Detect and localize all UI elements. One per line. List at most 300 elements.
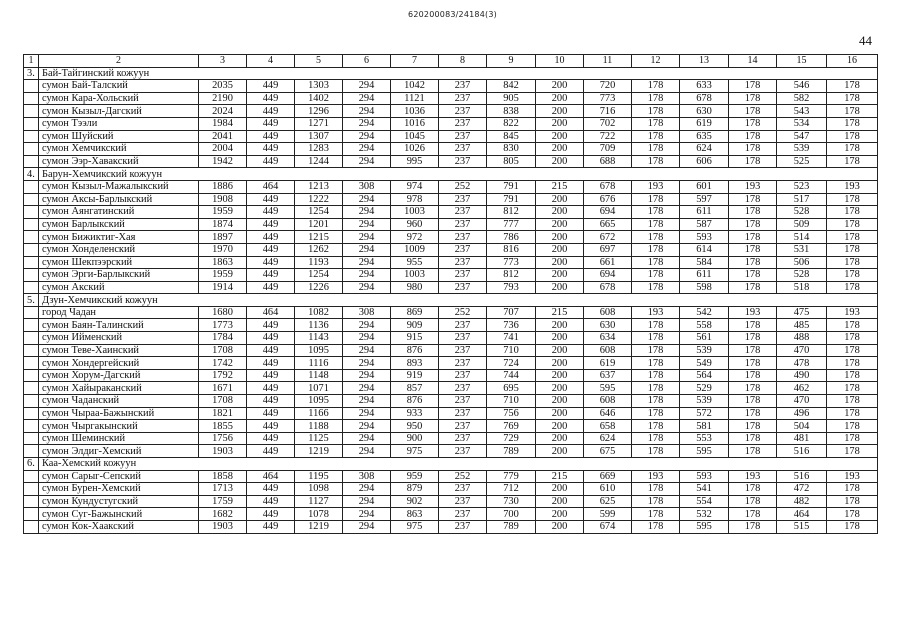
value-cell: 598	[680, 281, 729, 294]
value-cell: 178	[729, 231, 777, 244]
value-cell: 1219	[295, 445, 343, 458]
value-cell: 193	[729, 306, 777, 319]
value-cell: 178	[632, 520, 680, 533]
value-cell: 449	[247, 483, 295, 496]
section-number: 3.	[24, 67, 39, 80]
value-cell: 1914	[199, 281, 247, 294]
value-cell: 2041	[199, 130, 247, 143]
row-name: сумон Хонделенский	[39, 243, 199, 256]
value-cell: 178	[729, 105, 777, 118]
value-cell: 584	[680, 256, 729, 269]
value-cell: 1874	[199, 218, 247, 231]
table-row	[24, 105, 878, 118]
value-cell: 595	[584, 382, 632, 395]
value-cell: 1756	[199, 432, 247, 445]
value-cell: 237	[439, 269, 487, 282]
row-number-cell	[24, 357, 39, 370]
value-cell: 700	[487, 508, 536, 521]
value-cell: 178	[729, 495, 777, 508]
value-cell: 237	[439, 117, 487, 130]
value-cell: 619	[584, 357, 632, 370]
value-cell: 178	[632, 420, 680, 433]
value-cell: 630	[584, 319, 632, 332]
value-cell: 531	[777, 243, 827, 256]
data-table	[23, 54, 878, 534]
value-cell: 2004	[199, 143, 247, 156]
table-row	[24, 432, 878, 445]
value-cell: 710	[487, 395, 536, 408]
row-number-cell	[24, 332, 39, 345]
value-cell: 779	[487, 470, 536, 483]
value-cell: 1959	[199, 206, 247, 219]
row-number-cell	[24, 395, 39, 408]
table-row	[24, 357, 878, 370]
section-fill	[247, 168, 878, 181]
value-cell: 582	[777, 92, 827, 105]
table-row	[24, 344, 878, 357]
row-number-cell	[24, 508, 39, 521]
value-cell: 1742	[199, 357, 247, 370]
value-cell: 178	[827, 445, 878, 458]
value-cell: 1296	[295, 105, 343, 118]
row-name: сумон Бай-Талский	[39, 80, 199, 93]
value-cell: 1036	[391, 105, 439, 118]
value-cell: 606	[680, 155, 729, 168]
value-cell: 517	[777, 193, 827, 206]
value-cell: 504	[777, 420, 827, 433]
value-cell: 610	[584, 483, 632, 496]
value-cell: 308	[343, 180, 391, 193]
value-cell: 178	[729, 407, 777, 420]
table-row	[24, 470, 878, 483]
table-row	[24, 206, 878, 219]
table-row	[24, 395, 878, 408]
column-header: 13	[680, 55, 729, 68]
value-cell: 178	[827, 407, 878, 420]
value-cell: 200	[536, 92, 584, 105]
table-row	[24, 180, 878, 193]
value-cell: 200	[536, 105, 584, 118]
table-row	[24, 319, 878, 332]
value-cell: 593	[680, 470, 729, 483]
value-cell: 178	[632, 231, 680, 244]
value-cell: 294	[343, 332, 391, 345]
value-cell: 178	[827, 143, 878, 156]
value-cell: 237	[439, 520, 487, 533]
section-fill	[247, 67, 878, 80]
value-cell: 178	[827, 382, 878, 395]
column-header: 9	[487, 55, 536, 68]
value-cell: 200	[536, 445, 584, 458]
column-header: 11	[584, 55, 632, 68]
value-cell: 2024	[199, 105, 247, 118]
value-cell: 294	[343, 344, 391, 357]
value-cell: 464	[777, 508, 827, 521]
row-name: сумон Аянгатинский	[39, 206, 199, 219]
value-cell: 193	[729, 180, 777, 193]
value-cell: 237	[439, 256, 487, 269]
value-cell: 308	[343, 470, 391, 483]
value-cell: 995	[391, 155, 439, 168]
value-cell: 294	[343, 445, 391, 458]
section-number: 6.	[24, 458, 39, 471]
value-cell: 178	[729, 155, 777, 168]
table-row	[24, 143, 878, 156]
value-cell: 1244	[295, 155, 343, 168]
value-cell: 449	[247, 432, 295, 445]
row-number-cell	[24, 483, 39, 496]
value-cell: 178	[632, 281, 680, 294]
value-cell: 294	[343, 269, 391, 282]
value-cell: 595	[680, 445, 729, 458]
value-cell: 449	[247, 130, 295, 143]
value-cell: 237	[439, 344, 487, 357]
value-cell: 543	[777, 105, 827, 118]
row-name: сумон Шеминский	[39, 432, 199, 445]
value-cell: 773	[584, 92, 632, 105]
value-cell: 178	[632, 319, 680, 332]
table-row	[24, 520, 878, 533]
value-cell: 528	[777, 269, 827, 282]
row-name: сумон Баян-Талинский	[39, 319, 199, 332]
table-row	[24, 256, 878, 269]
value-cell: 464	[247, 180, 295, 193]
value-cell: 805	[487, 155, 536, 168]
value-cell: 773	[487, 256, 536, 269]
value-cell: 449	[247, 445, 295, 458]
value-cell: 178	[729, 80, 777, 93]
value-cell: 237	[439, 445, 487, 458]
value-cell: 237	[439, 105, 487, 118]
value-cell: 816	[487, 243, 536, 256]
value-cell: 876	[391, 395, 439, 408]
value-cell: 553	[680, 432, 729, 445]
row-name: сумон Чыргакынский	[39, 420, 199, 433]
value-cell: 178	[827, 193, 878, 206]
value-cell: 1226	[295, 281, 343, 294]
value-cell: 709	[584, 143, 632, 156]
value-cell: 237	[439, 193, 487, 206]
value-cell: 1271	[295, 117, 343, 130]
value-cell: 1307	[295, 130, 343, 143]
value-cell: 294	[343, 117, 391, 130]
row-number-cell	[24, 470, 39, 483]
value-cell: 669	[584, 470, 632, 483]
value-cell: 215	[536, 306, 584, 319]
value-cell: 200	[536, 369, 584, 382]
table-row	[24, 508, 878, 521]
row-number-cell	[24, 117, 39, 130]
value-cell: 178	[827, 155, 878, 168]
value-cell: 215	[536, 180, 584, 193]
value-cell: 178	[632, 483, 680, 496]
value-cell: 178	[729, 319, 777, 332]
value-cell: 1213	[295, 180, 343, 193]
value-cell: 449	[247, 420, 295, 433]
value-cell: 1680	[199, 306, 247, 319]
value-cell: 1970	[199, 243, 247, 256]
value-cell: 294	[343, 508, 391, 521]
value-cell: 1215	[295, 231, 343, 244]
row-name: город Чадан	[39, 306, 199, 319]
value-cell: 1959	[199, 269, 247, 282]
value-cell: 449	[247, 344, 295, 357]
value-cell: 294	[343, 231, 391, 244]
value-cell: 611	[680, 206, 729, 219]
value-cell: 178	[827, 92, 878, 105]
value-cell: 178	[729, 130, 777, 143]
value-cell: 541	[680, 483, 729, 496]
page-number: 44	[859, 33, 872, 48]
value-cell: 950	[391, 420, 439, 433]
value-cell: 744	[487, 369, 536, 382]
value-cell: 475	[777, 306, 827, 319]
section-fill	[247, 294, 878, 307]
value-cell: 178	[827, 281, 878, 294]
value-cell: 637	[584, 369, 632, 382]
value-cell: 193	[632, 180, 680, 193]
value-cell: 178	[632, 395, 680, 408]
value-cell: 294	[343, 395, 391, 408]
value-cell: 294	[343, 218, 391, 231]
value-cell: 1003	[391, 206, 439, 219]
value-cell: 1222	[295, 193, 343, 206]
value-cell: 1784	[199, 332, 247, 345]
value-cell: 611	[680, 269, 729, 282]
row-name: сумон Хемчикский	[39, 143, 199, 156]
table-row	[24, 92, 878, 105]
value-cell: 294	[343, 243, 391, 256]
value-cell: 547	[777, 130, 827, 143]
section-title: Барун-Хемчикский кожуун	[39, 168, 247, 181]
value-cell: 561	[680, 332, 729, 345]
value-cell: 830	[487, 143, 536, 156]
value-cell: 237	[439, 155, 487, 168]
table-row	[24, 445, 878, 458]
value-cell: 1671	[199, 382, 247, 395]
column-header: 2	[39, 55, 199, 68]
table-row	[24, 495, 878, 508]
value-cell: 178	[827, 243, 878, 256]
value-cell: 178	[827, 256, 878, 269]
value-cell: 178	[827, 206, 878, 219]
value-cell: 515	[777, 520, 827, 533]
value-cell: 178	[729, 357, 777, 370]
value-cell: 294	[343, 357, 391, 370]
table-row	[24, 117, 878, 130]
row-number-cell	[24, 369, 39, 382]
table-row	[24, 155, 878, 168]
table-row	[24, 407, 878, 420]
value-cell: 789	[487, 520, 536, 533]
value-cell: 516	[777, 445, 827, 458]
section-row	[24, 67, 878, 80]
value-cell: 630	[680, 105, 729, 118]
value-cell: 294	[343, 432, 391, 445]
value-cell: 252	[439, 180, 487, 193]
value-cell: 178	[827, 130, 878, 143]
section-title: Дзун-Хемчикский кожуун	[39, 294, 247, 307]
value-cell: 178	[827, 369, 878, 382]
value-cell: 933	[391, 407, 439, 420]
value-cell: 812	[487, 206, 536, 219]
value-cell: 449	[247, 117, 295, 130]
value-cell: 915	[391, 332, 439, 345]
value-cell: 960	[391, 218, 439, 231]
value-cell: 464	[247, 306, 295, 319]
row-name: сумон Чыраа-Бажынский	[39, 407, 199, 420]
value-cell: 678	[584, 180, 632, 193]
value-cell: 237	[439, 80, 487, 93]
column-header: 14	[729, 55, 777, 68]
value-cell: 516	[777, 470, 827, 483]
table-row	[24, 306, 878, 319]
column-header: 8	[439, 55, 487, 68]
value-cell: 624	[680, 143, 729, 156]
value-cell: 200	[536, 332, 584, 345]
value-cell: 597	[680, 193, 729, 206]
row-number-cell	[24, 193, 39, 206]
value-cell: 178	[827, 105, 878, 118]
value-cell: 722	[584, 130, 632, 143]
value-cell: 608	[584, 306, 632, 319]
row-number-cell	[24, 231, 39, 244]
value-cell: 200	[536, 193, 584, 206]
value-cell: 614	[680, 243, 729, 256]
value-cell: 237	[439, 143, 487, 156]
value-cell: 470	[777, 344, 827, 357]
document-id: 620200083/24184(3)	[408, 10, 497, 19]
value-cell: 1773	[199, 319, 247, 332]
value-cell: 308	[343, 306, 391, 319]
row-number-cell	[24, 420, 39, 433]
value-cell: 1042	[391, 80, 439, 93]
value-cell: 178	[632, 105, 680, 118]
value-cell: 178	[827, 395, 878, 408]
value-cell: 178	[632, 92, 680, 105]
value-cell: 1116	[295, 357, 343, 370]
value-cell: 178	[632, 357, 680, 370]
row-name: сумон Аксы-Барлыкский	[39, 193, 199, 206]
row-name: сумон Элдиг-Хемский	[39, 445, 199, 458]
value-cell: 972	[391, 231, 439, 244]
table-row	[24, 218, 878, 231]
value-cell: 294	[343, 155, 391, 168]
table-row	[24, 193, 878, 206]
value-cell: 481	[777, 432, 827, 445]
value-cell: 1193	[295, 256, 343, 269]
value-cell: 178	[729, 445, 777, 458]
value-cell: 633	[680, 80, 729, 93]
value-cell: 672	[584, 231, 632, 244]
value-cell: 736	[487, 319, 536, 332]
value-cell: 470	[777, 395, 827, 408]
value-cell: 193	[827, 180, 878, 193]
value-cell: 449	[247, 495, 295, 508]
value-cell: 694	[584, 206, 632, 219]
value-cell: 178	[827, 432, 878, 445]
value-cell: 791	[487, 193, 536, 206]
value-cell: 528	[777, 206, 827, 219]
value-cell: 838	[487, 105, 536, 118]
value-cell: 756	[487, 407, 536, 420]
value-cell: 777	[487, 218, 536, 231]
value-cell: 539	[680, 344, 729, 357]
value-cell: 252	[439, 470, 487, 483]
row-number-cell	[24, 495, 39, 508]
value-cell: 294	[343, 130, 391, 143]
value-cell: 1855	[199, 420, 247, 433]
value-cell: 1254	[295, 269, 343, 282]
value-cell: 237	[439, 432, 487, 445]
value-cell: 294	[343, 193, 391, 206]
row-name: сумон Шекпээрский	[39, 256, 199, 269]
value-cell: 449	[247, 357, 295, 370]
value-cell: 634	[584, 332, 632, 345]
value-cell: 178	[632, 117, 680, 130]
value-cell: 625	[584, 495, 632, 508]
value-cell: 665	[584, 218, 632, 231]
value-cell: 710	[487, 344, 536, 357]
row-name: сумон Теве-Хаинский	[39, 344, 199, 357]
row-number-cell	[24, 344, 39, 357]
value-cell: 178	[729, 395, 777, 408]
value-cell: 200	[536, 344, 584, 357]
value-cell: 449	[247, 231, 295, 244]
value-cell: 572	[680, 407, 729, 420]
value-cell: 178	[632, 143, 680, 156]
value-cell: 724	[487, 357, 536, 370]
row-number-cell	[24, 243, 39, 256]
value-cell: 902	[391, 495, 439, 508]
row-number-cell	[24, 105, 39, 118]
value-cell: 842	[487, 80, 536, 93]
value-cell: 178	[632, 269, 680, 282]
value-cell: 822	[487, 117, 536, 130]
value-cell: 178	[632, 369, 680, 382]
value-cell: 449	[247, 155, 295, 168]
value-cell: 449	[247, 143, 295, 156]
value-cell: 178	[632, 407, 680, 420]
row-number-cell	[24, 281, 39, 294]
value-cell: 558	[680, 319, 729, 332]
column-header: 5	[295, 55, 343, 68]
value-cell: 789	[487, 445, 536, 458]
value-cell: 178	[632, 445, 680, 458]
value-cell: 879	[391, 483, 439, 496]
value-cell: 1942	[199, 155, 247, 168]
value-cell: 178	[729, 243, 777, 256]
value-cell: 178	[729, 344, 777, 357]
value-cell: 595	[680, 520, 729, 533]
value-cell: 200	[536, 495, 584, 508]
row-number-cell	[24, 80, 39, 93]
value-cell: 178	[632, 495, 680, 508]
value-cell: 542	[680, 306, 729, 319]
value-cell: 978	[391, 193, 439, 206]
value-cell: 514	[777, 231, 827, 244]
value-cell: 919	[391, 369, 439, 382]
value-cell: 294	[343, 382, 391, 395]
value-cell: 490	[777, 369, 827, 382]
value-cell: 237	[439, 92, 487, 105]
value-cell: 178	[827, 117, 878, 130]
value-cell: 876	[391, 344, 439, 357]
value-cell: 539	[777, 143, 827, 156]
value-cell: 1121	[391, 92, 439, 105]
value-cell: 909	[391, 319, 439, 332]
row-name: сумон Кызыл-Мажалыкский	[39, 180, 199, 193]
